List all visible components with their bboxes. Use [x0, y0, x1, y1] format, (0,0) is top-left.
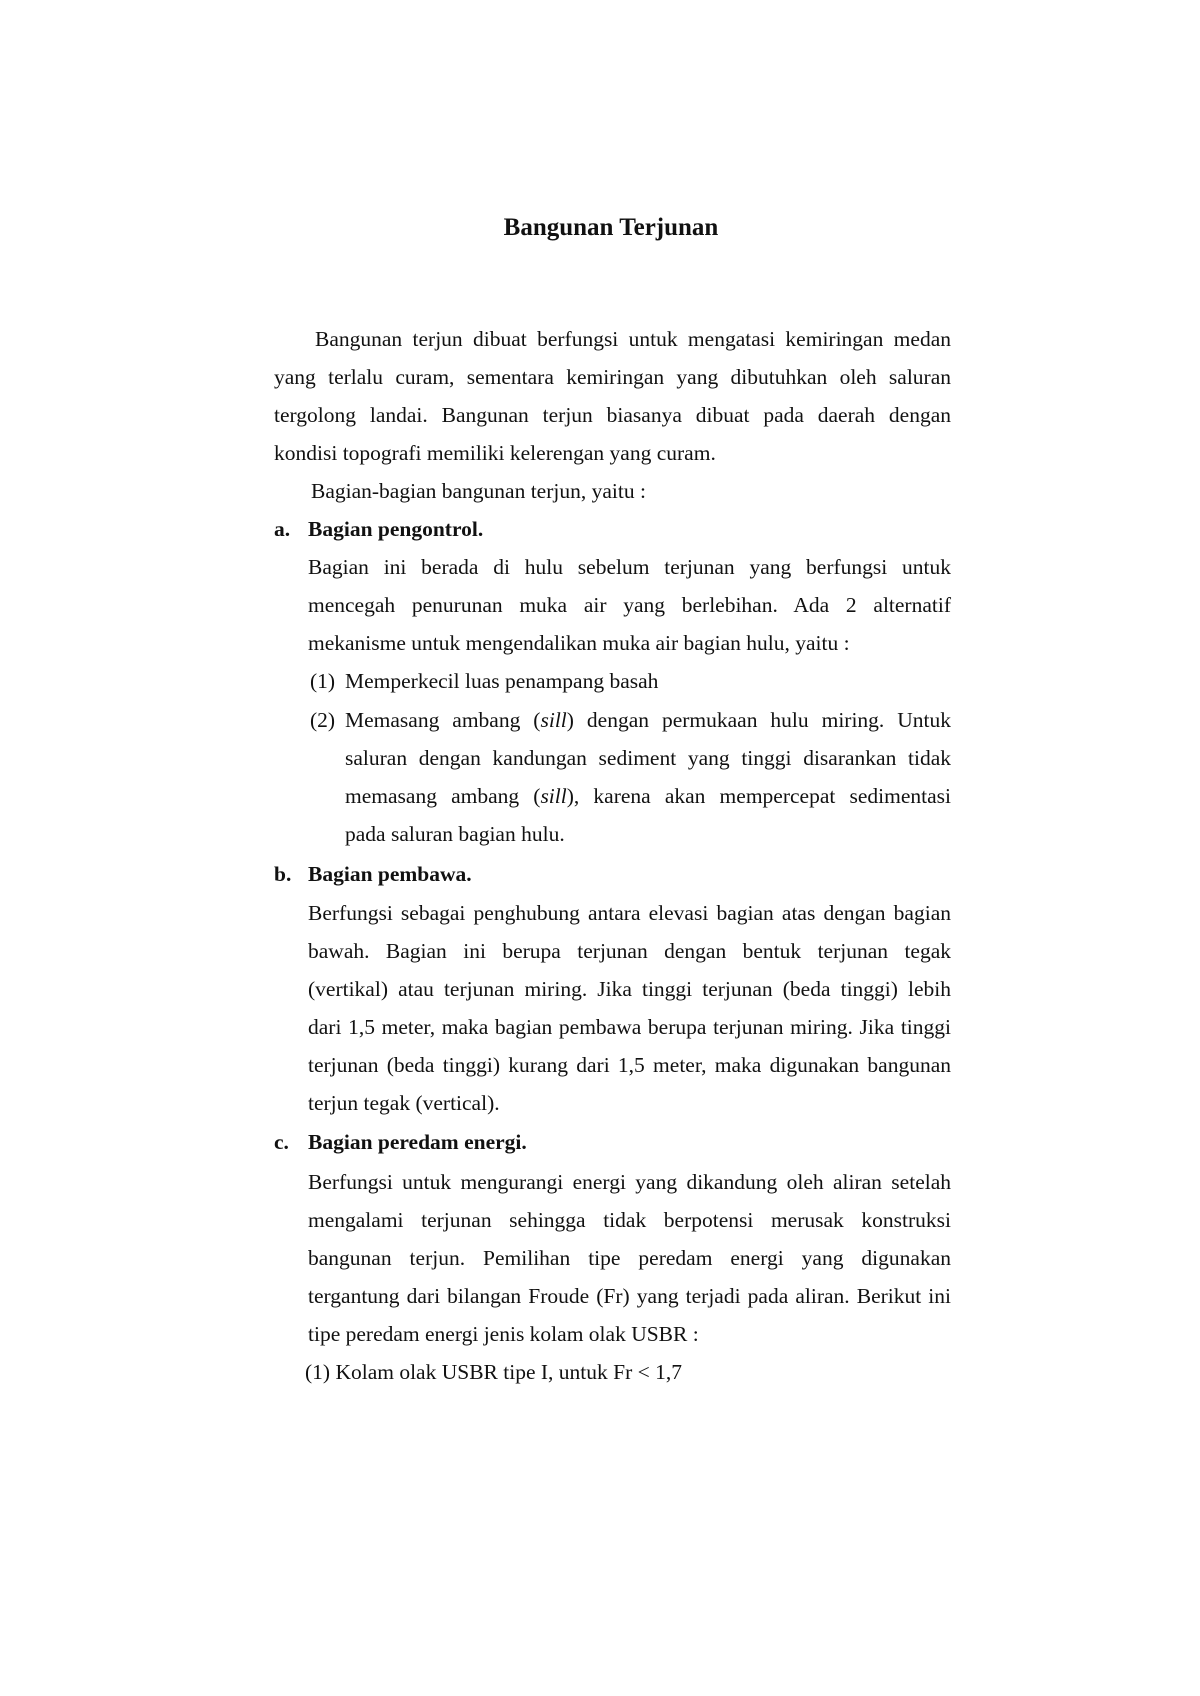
item-1-text: Memperkecil luas penampang basah — [345, 669, 659, 693]
section-c-line: mengalami terjunan sehingga tidak berpotensi merusak konstruksi — [308, 1208, 951, 1232]
section-a-line: mekanisme untuk mengendalikan muka air bagian hulu, yaitu : — [308, 631, 850, 655]
section-a-heading: Bagian pengontrol. — [308, 517, 484, 541]
section-b-line: bawah. Bagian ini berupa terjunan dengan bentuk terjunan tegak — [308, 939, 951, 963]
parts-intro: Bagian-bagian bangunan terjun, yaitu : — [311, 479, 646, 503]
item-2-line-2: saluran dengan kandungan sediment yang tinggi disarankan tidak — [345, 746, 951, 770]
section-a-marker: a. — [274, 517, 291, 541]
item-2-line-1: Memasang ambang (sill) dengan permukaan hulu miring. Untuk — [345, 708, 952, 732]
intro-line: Bangunan terjun dibuat berfungsi untuk mengatasi kemiringan medan — [315, 327, 951, 351]
intro-line: kondisi topografi memiliki kelerengan yang curam. — [274, 441, 716, 465]
section-b-line: Berfungsi sebagai penghubung antara elevasi bagian atas dengan bagian — [308, 901, 951, 925]
section-c-line: tipe peredam energi jenis kolam olak USBR : — [308, 1322, 699, 1346]
section-b-line: terjun tegak (vertical). — [308, 1091, 500, 1115]
section-b-line: terjunan (beda tinggi) kurang dari 1,5 meter, maka digunakan bangunan — [308, 1053, 951, 1077]
section-a-line: mencegah penurunan muka air yang berlebihan. Ada 2 alternatif — [308, 593, 951, 617]
section-c-line: Berfungsi untuk mengurangi energi yang dikandung oleh aliran setelah — [308, 1170, 951, 1194]
page-title: Bangunan Terjunan — [503, 214, 719, 241]
intro-line: yang terlalu curam, sementara kemiringan yang dibutuhkan oleh saluran — [274, 365, 951, 389]
item-2-marker: (2) — [310, 708, 336, 732]
section-b-marker: b. — [274, 862, 292, 886]
section-b-heading: Bagian pembawa. — [308, 862, 472, 886]
section-a-line: Bagian ini berada di hulu sebelum terjunan yang berfungsi untuk — [308, 555, 951, 579]
section-c-line: bangunan terjun. Pemilihan tipe peredam energi yang digunakan — [308, 1246, 951, 1270]
intro-line: tergolong landai. Bangunan terjun biasanya dibuat pada daerah dengan — [274, 403, 951, 427]
item-2-line-3: memasang ambang (sill), karena akan mempercepat sedimentasi — [345, 784, 951, 808]
section-c-item-1: (1) Kolam olak USBR tipe I, untuk Fr < 1,7 — [305, 1360, 683, 1384]
section-c-marker: c. — [274, 1130, 289, 1154]
section-c-line: tergantung dari bilangan Froude (Fr) yang terjadi pada aliran. Berikut ini — [308, 1284, 951, 1308]
item-2-line-4: pada saluran bagian hulu. — [345, 822, 565, 846]
item-1-marker: (1) — [310, 669, 336, 693]
section-c-heading: Bagian peredam energi. — [308, 1130, 527, 1154]
section-b-line: (vertikal) atau terjunan miring. Jika tinggi terjunan (beda tinggi) lebih — [308, 977, 951, 1001]
section-b-line: dari 1,5 meter, maka bagian pembawa berupa terjunan miring. Jika tinggi — [308, 1015, 951, 1039]
